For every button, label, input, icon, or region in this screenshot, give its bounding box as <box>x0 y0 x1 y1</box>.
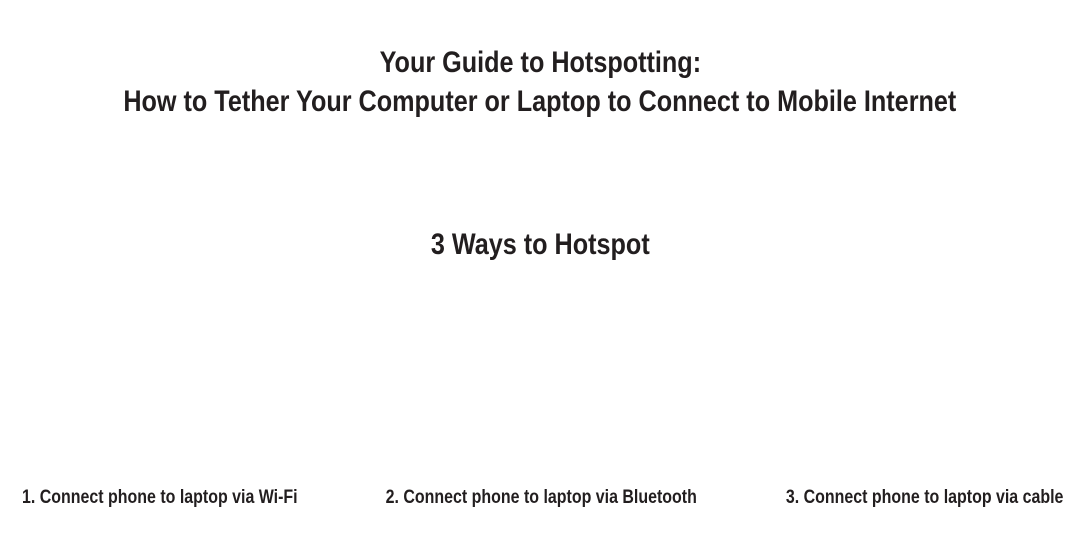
page-title-line-1 <box>0 43 1080 82</box>
method-caption-cable-text: 3. Connect phone to laptop via cable <box>785 487 1063 508</box>
section-title <box>0 225 1080 264</box>
methods-caption-row <box>0 486 1080 510</box>
method-caption-cable <box>733 486 1063 510</box>
page-title <box>0 43 1080 121</box>
section-title-text: 3 Ways to Hotspot <box>430 228 650 261</box>
page-title-line-2-text: How to Tether Your Computer or Laptop to Connect to Mobile Internet <box>123 85 957 118</box>
page-title-line-1-text: Your Guide to Hotspotting: <box>379 46 701 79</box>
page-title-line-2 <box>0 82 1080 121</box>
method-caption-bluetooth-text: 2. Connect phone to laptop via Bluetooth <box>385 487 697 508</box>
method-caption-wifi <box>22 486 350 510</box>
method-caption-bluetooth <box>356 486 727 510</box>
method-caption-wifi-text: 1. Connect phone to laptop via Wi-Fi <box>22 487 298 508</box>
